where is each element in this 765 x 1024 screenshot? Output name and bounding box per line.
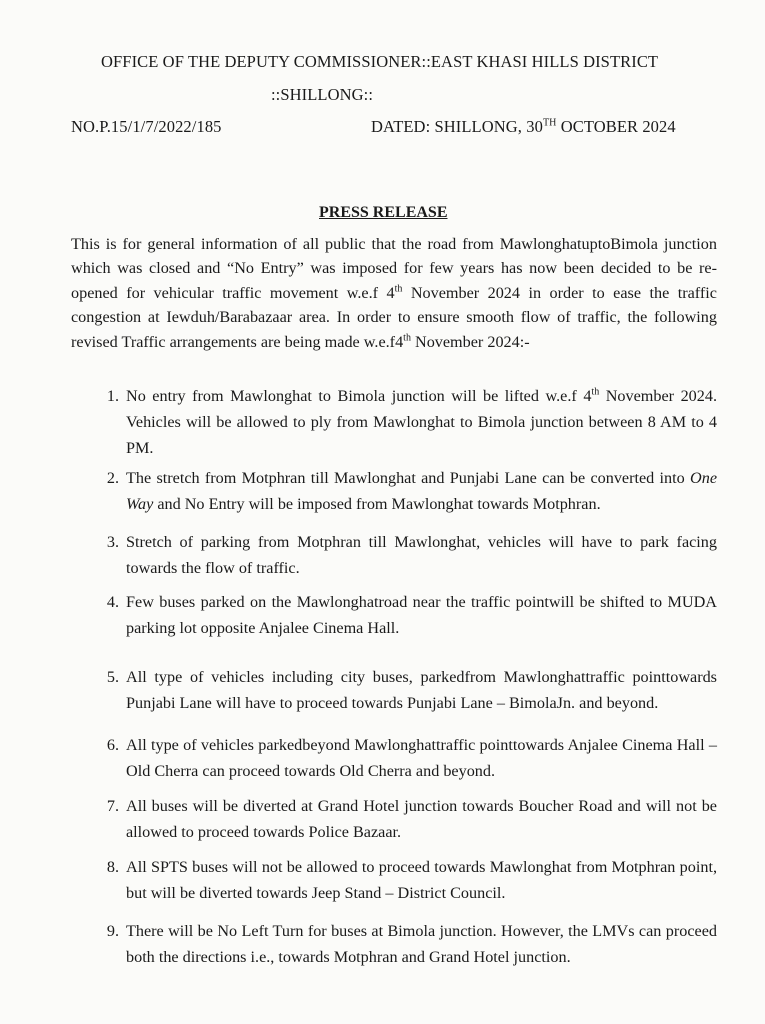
item-number: 8. [106, 858, 119, 876]
reference-number: NO.P.15/1/7/2022/185 [71, 117, 222, 136]
item-text: Few buses parked on the Mawlonghatroad near the traffic pointwill be shifted to MUDA parking lot opposite Anjalee Cinema Hall. [126, 593, 717, 637]
list-item [97, 664, 717, 716]
item-number: 6. [106, 736, 119, 754]
list-item [97, 383, 717, 461]
item-number: 1. [106, 387, 119, 405]
date-line: DATED: SHILLONG, 30TH OCTOBER 2024 [371, 117, 676, 136]
list-item [97, 732, 717, 784]
item-text: The stretch from Motphran till Mawlonghat and Punjabi Lane can be converted into One Way and No Entry will be imposed from Mawlonghat towards Motphran. [126, 469, 717, 513]
list-item [97, 854, 717, 906]
item-text: There will be No Left Turn for buses at Bimola junction. However, the LMVs can proceed both the directions i.e., towards Motphran and Grand Hotel junction. [126, 922, 717, 966]
list-item [97, 918, 717, 970]
item-number: 9. [106, 922, 119, 940]
item-number: 3. [106, 533, 119, 551]
office-heading: OFFICE OF THE DEPUTY COMMISSIONER::EAST KHASI HILLS DISTRICT [101, 52, 659, 71]
list-item [97, 529, 717, 581]
place-heading: ::SHILLONG:: [271, 85, 374, 104]
item-text: Stretch of parking from Motphran till Mawlonghat, vehicles will have to park facing towards the flow of traffic. [126, 533, 717, 577]
press-release-title: PRESS RELEASE [319, 204, 448, 221]
item-number: 7. [106, 797, 119, 815]
list-item [97, 589, 717, 641]
item-number: 4. [106, 593, 119, 611]
intro-paragraph: This is for general information of all public that the road from MawlonghatuptoBimola junction which was closed and “No Entry” was imposed for few years has now been decided to be re-opened for vehicular traffic movement w.e.f 4th November 2024 in order to ease the traffic congestion at Iewduh/Barabazaar area. In order to ensure smooth flow of traffic, the following revised Traffic arrangements are being made w.e.f4th November 2024:- [71, 235, 717, 351]
item-number: 2. [106, 469, 119, 487]
item-text: All type of vehicles including city buses, parkedfrom Mawlonghattraffic pointtowards Punjabi Lane will have to proceed towards Punjabi Lane – BimolaJn. and beyond. [126, 668, 717, 712]
item-text: All buses will be diverted at Grand Hotel junction towards Boucher Road and will not be allowed to proceed towards Police Bazaar. [126, 797, 717, 841]
list-item [97, 465, 717, 517]
list-item [97, 793, 717, 845]
item-number: 5. [106, 668, 119, 686]
item-text: No entry from Mawlonghat to Bimola junction will be lifted w.e.f 4th November 2024. Vehicles will be allowed to ply from Mawlonghat to Bimola junction between 8 AM to 4 PM. [126, 386, 717, 457]
item-text: All SPTS buses will not be allowed to proceed towards Mawlonghat from Motphran point, but will be diverted towards Jeep Stand – District Council. [126, 858, 717, 902]
item-text: All type of vehicles parkedbeyond Mawlonghattraffic pointtowards Anjalee Cinema Hall – Old Cherra can proceed towards Old Cherra and beyond. [126, 736, 717, 780]
